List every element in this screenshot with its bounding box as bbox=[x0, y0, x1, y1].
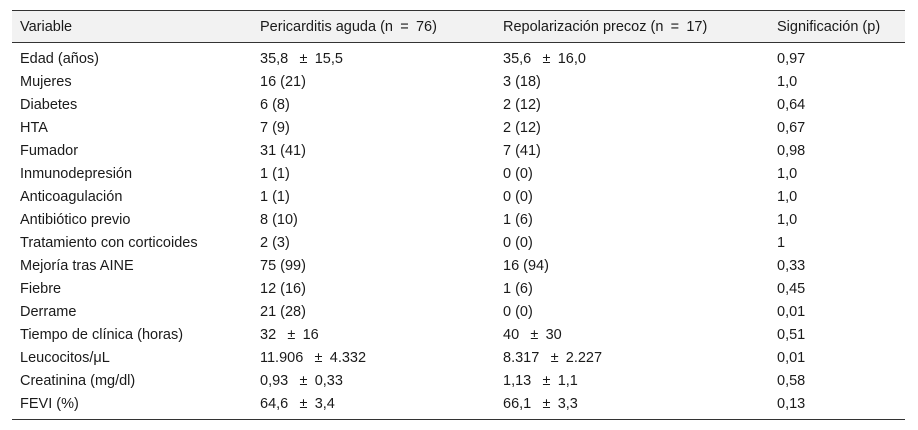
cell-repolarizacion: 3 (18) bbox=[503, 73, 541, 90]
table-row bbox=[12, 208, 905, 231]
table-row bbox=[12, 116, 905, 139]
cell-repolarizacion: 35,6 ± 16,0 bbox=[503, 51, 586, 67]
table-row bbox=[12, 70, 905, 93]
table-row bbox=[12, 43, 905, 71]
cell-significacion: 0,64 bbox=[777, 96, 806, 113]
table-body bbox=[12, 43, 905, 420]
cell-variable: Tiempo de clínica (horas) bbox=[20, 326, 184, 343]
table-row bbox=[12, 277, 905, 300]
table-row bbox=[12, 185, 905, 208]
cell-variable: Antibiótico previo bbox=[20, 211, 131, 228]
cell-pericarditis: 16 (21) bbox=[260, 73, 306, 90]
table-header bbox=[12, 11, 905, 43]
cell-repolarizacion: 40 ± 30 bbox=[503, 326, 562, 343]
cell-repolarizacion: 0 (0) bbox=[503, 165, 533, 182]
cell-variable: Derrame bbox=[20, 303, 77, 320]
cell-variable: Diabetes bbox=[20, 96, 78, 113]
cell-pericarditis: 64,6 ± 3,4 bbox=[260, 395, 335, 412]
cell-repolarizacion: 0 (0) bbox=[503, 234, 533, 251]
cell-repolarizacion: 66,1 ± 3,3 bbox=[503, 395, 578, 412]
cell-significacion: 1 bbox=[777, 234, 786, 251]
cell-pericarditis: 8 (10) bbox=[260, 211, 298, 228]
cell-variable: Fiebre bbox=[20, 280, 62, 297]
cell-significacion: 0,01 bbox=[777, 303, 806, 320]
header-significacion: Significación (p) bbox=[777, 18, 881, 35]
cell-pericarditis: 6 (8) bbox=[260, 96, 290, 113]
cell-pericarditis: 32 ± 16 bbox=[260, 326, 319, 343]
cell-repolarizacion: 8.317 ± 2.227 bbox=[503, 349, 603, 366]
cell-pericarditis: 12 (16) bbox=[260, 280, 306, 297]
cell-variable: HTA bbox=[20, 119, 48, 136]
cell-variable: Leucocitos/μL bbox=[20, 349, 110, 366]
table-row bbox=[12, 231, 905, 254]
table-row bbox=[12, 323, 905, 346]
cell-repolarizacion: 2 (12) bbox=[503, 119, 541, 136]
cell-significacion: 0,98 bbox=[777, 142, 806, 159]
cell-significacion: 0,45 bbox=[777, 280, 806, 297]
cell-variable: Edad (años) bbox=[20, 51, 99, 67]
cell-repolarizacion: 1 (6) bbox=[503, 211, 533, 228]
table-row bbox=[12, 139, 905, 162]
cell-significacion: 1,0 bbox=[777, 73, 798, 90]
cell-significacion: 0,97 bbox=[777, 51, 806, 67]
cell-variable: Anticoagulación bbox=[20, 188, 123, 205]
cell-significacion: 1,0 bbox=[777, 165, 798, 182]
cell-variable: Mejoría tras AINE bbox=[20, 257, 134, 274]
cell-pericarditis: 21 (28) bbox=[260, 303, 306, 320]
table-row bbox=[12, 254, 905, 277]
cell-pericarditis: 1 (1) bbox=[260, 165, 290, 182]
cell-significacion: 0,51 bbox=[777, 326, 806, 343]
cell-pericarditis: 1 (1) bbox=[260, 188, 290, 205]
cell-pericarditis: 0,93 ± 0,33 bbox=[260, 372, 343, 389]
cell-repolarizacion: 0 (0) bbox=[503, 188, 533, 205]
header-row bbox=[12, 11, 905, 43]
table-row bbox=[12, 93, 905, 116]
cell-significacion: 0,67 bbox=[777, 119, 806, 136]
cell-significacion: 0,33 bbox=[777, 257, 806, 274]
cell-significacion: 1,0 bbox=[777, 188, 798, 205]
cell-pericarditis: 11.906 ± 4.332 bbox=[260, 349, 367, 366]
comparison-table bbox=[12, 10, 905, 420]
header-repolarizacion: Repolarización precoz (n = 17) bbox=[503, 18, 708, 35]
header-pericarditis: Pericarditis aguda (n = 76) bbox=[260, 18, 437, 35]
cell-repolarizacion: 16 (94) bbox=[503, 257, 549, 274]
cell-variable: Tratamiento con corticoides bbox=[20, 234, 198, 251]
cell-repolarizacion: 2 (12) bbox=[503, 96, 541, 113]
cell-variable: FEVI (%) bbox=[20, 395, 79, 412]
cell-variable: Inmunodepresión bbox=[20, 165, 133, 182]
cell-significacion: 0,58 bbox=[777, 372, 806, 389]
cell-pericarditis: 2 (3) bbox=[260, 234, 290, 251]
table-row bbox=[12, 369, 905, 392]
cell-repolarizacion: 7 (41) bbox=[503, 142, 541, 159]
cell-repolarizacion: 1,13 ± 1,1 bbox=[503, 372, 578, 389]
cell-pericarditis: 7 (9) bbox=[260, 119, 290, 136]
cell-pericarditis: 75 (99) bbox=[260, 257, 306, 274]
cell-repolarizacion: 1 (6) bbox=[503, 280, 533, 297]
cell-significacion: 0,01 bbox=[777, 349, 806, 366]
cell-variable: Mujeres bbox=[20, 73, 72, 90]
cell-pericarditis: 35,8 ± 15,5 bbox=[260, 51, 343, 67]
table-container bbox=[12, 10, 905, 420]
table-row bbox=[12, 300, 905, 323]
cell-pericarditis: 31 (41) bbox=[260, 142, 306, 159]
table-row bbox=[12, 346, 905, 369]
table-row bbox=[12, 162, 905, 185]
cell-repolarizacion: 0 (0) bbox=[503, 303, 533, 320]
table-row bbox=[12, 392, 905, 420]
cell-significacion: 0,13 bbox=[777, 395, 806, 412]
header-variable: Variable bbox=[20, 18, 73, 35]
cell-variable: Fumador bbox=[20, 142, 79, 159]
cell-variable: Creatinina (mg/dl) bbox=[20, 372, 136, 389]
cell-significacion: 1,0 bbox=[777, 211, 798, 228]
